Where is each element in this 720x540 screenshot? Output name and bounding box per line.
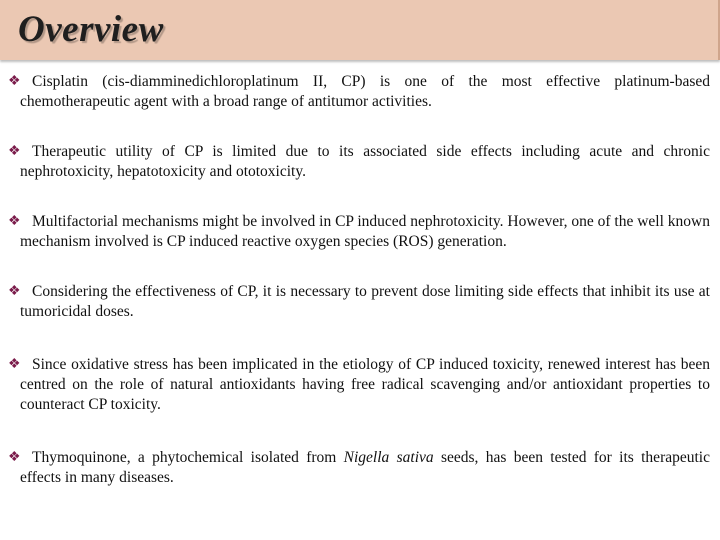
list-item [8,72,710,112]
list-item [8,355,710,415]
bullet-text-end: seeds, has been tested for its therapeutic effects in many diseases. [20,449,710,486]
diamond-bullet-icon: ❖ [8,144,21,159]
list-item [8,448,710,488]
list-item [8,212,710,252]
diamond-bullet-icon: ❖ [8,284,21,299]
diamond-bullet-icon: ❖ [8,450,21,465]
diamond-bullet-icon: ❖ [8,357,21,372]
diamond-bullet-icon: ❖ [8,214,21,229]
bullet-text: Multifactorial mechanisms might be involved in CP induced nephrotoxicity. However, one of the well known mechanism involved is CP induced reactive oxygen species (ROS) generation. [20,213,710,250]
bullet-text: Cisplatin (cis-diamminedichloroplatinum II, CP) is one of the most effective platinum-based chemotherapeutic agent with a broad range of antitumor activities. [20,73,710,110]
diamond-bullet-icon: ❖ [8,74,21,89]
list-item [8,282,710,322]
page-title: Overview [18,9,164,50]
bullet-list [8,72,710,488]
bullet-text-start: Thymoquinone, a phytochemical isolated from [32,449,344,466]
bullet-text [20,449,710,486]
bullet-text: Considering the effectiveness of CP, it is necessary to prevent dose limiting side effects that inhibit its use at tumoricidal doses. [20,283,710,320]
list-item [8,142,710,182]
bullet-text: Therapeutic utility of CP is limited due to its associated side effects including acute and chronic nephrotoxicity, hepatotoxicity and ototoxicity. [20,143,710,180]
species-name: Nigella sativa [343,449,434,466]
title-bar [0,0,720,60]
bullet-text: Since oxidative stress has been implicated in the etiology of CP induced toxicity, renewed interest has been centred on the role of natural antioxidants having free radical scavenging and/or antioxidant properties to counteract CP toxicity. [20,356,710,413]
